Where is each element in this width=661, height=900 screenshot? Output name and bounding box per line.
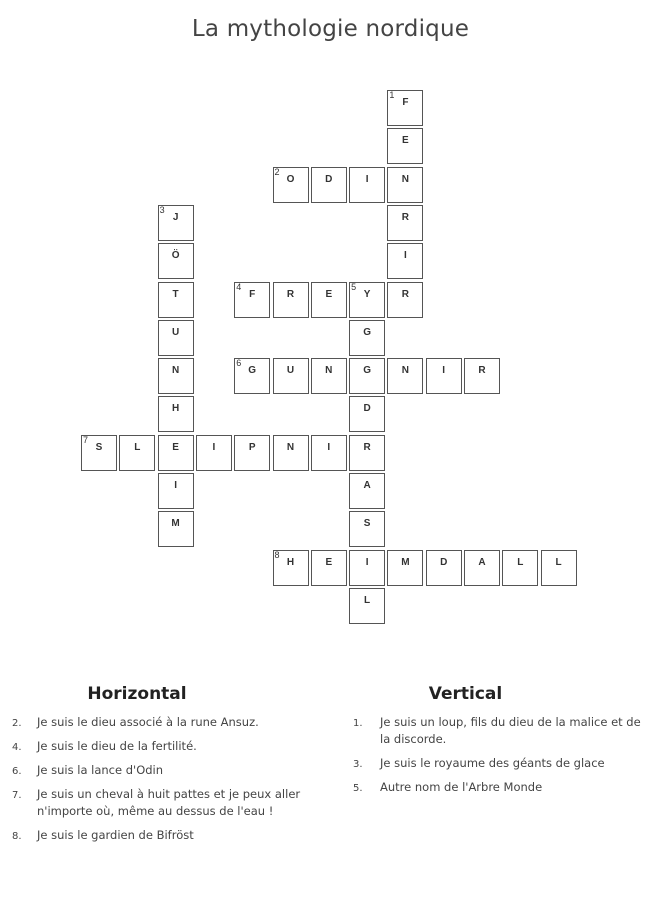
clue-item	[12, 827, 302, 844]
cell-letter: Y	[363, 288, 371, 300]
cell-letter: T	[172, 288, 179, 300]
cell-letter: M	[401, 556, 410, 568]
cell-letter: R	[401, 288, 409, 300]
cell-letter: M	[171, 518, 180, 530]
cell-letter: S	[95, 441, 103, 453]
cell-letter: N	[171, 365, 180, 377]
clue-start-number: 3	[159, 204, 165, 215]
clue-text: Je suis le gardien de Bifröst	[37, 828, 194, 842]
grid-cell[interactable]	[387, 282, 423, 318]
clue-text: Je suis le dieu associé à la rune Ansuz.	[37, 715, 259, 729]
cell-letter: I	[365, 173, 369, 185]
cell-letter: Ö	[171, 250, 180, 262]
cell-letter: D	[363, 403, 371, 415]
grid-cell[interactable]	[273, 358, 309, 394]
grid-cell[interactable]	[158, 511, 194, 547]
grid-cell[interactable]	[273, 435, 309, 471]
cell-letter: E	[325, 556, 333, 568]
grid-cell[interactable]	[234, 358, 270, 394]
grid-cell[interactable]	[311, 358, 347, 394]
cell-letter: N	[286, 441, 295, 453]
grid-cell[interactable]	[273, 167, 309, 203]
grid-cell[interactable]	[349, 282, 385, 318]
cell-letter: G	[248, 365, 257, 377]
clue-number: 6.	[12, 766, 22, 777]
cell-letter: L	[134, 441, 141, 453]
grid-cell[interactable]	[311, 167, 347, 203]
cell-letter: R	[478, 365, 486, 377]
clue-item	[12, 738, 302, 755]
clue-text: Autre nom de l'Arbre Monde	[380, 780, 543, 794]
cell-letter: F	[402, 97, 409, 108]
grid-cell[interactable]	[158, 435, 194, 471]
cell-letter: L	[555, 556, 562, 568]
cell-letter: I	[442, 365, 446, 377]
cell-letter: O	[286, 173, 295, 185]
clue-number: 3.	[353, 759, 363, 770]
clue-text: Je suis un loup, fils du dieu de la malice et de la discorde.	[380, 715, 641, 746]
clue-item	[353, 714, 643, 748]
cell-letter: D	[325, 173, 333, 185]
grid-cell[interactable]	[349, 396, 385, 432]
cell-letter: E	[172, 441, 179, 453]
grid-cell[interactable]	[158, 243, 194, 279]
grid-cell[interactable]	[541, 550, 577, 586]
clue-start-number: 7	[83, 434, 89, 445]
horizontal-heading: Horizontal	[87, 684, 187, 704]
grid-cell[interactable]	[234, 435, 270, 471]
cell-letter: H	[171, 403, 180, 415]
grid-cell[interactable]	[349, 473, 385, 509]
cell-letter: S	[363, 518, 371, 530]
cell-letter: D	[440, 556, 448, 568]
grid-cell[interactable]	[311, 435, 347, 471]
cell-letter: I	[327, 441, 331, 453]
clue-number: 7.	[12, 790, 22, 801]
clue-number: 4.	[12, 742, 22, 753]
clue-start-number: 1	[389, 90, 395, 100]
grid-cell[interactable]	[81, 435, 117, 471]
grid-cell[interactable]	[387, 90, 423, 126]
grid-cell[interactable]	[196, 435, 232, 471]
clue-item	[12, 786, 302, 820]
cell-letter: I	[365, 556, 369, 568]
grid-cell[interactable]	[349, 435, 385, 471]
grid-cell[interactable]	[349, 358, 385, 394]
clue-start-number: 6	[236, 358, 242, 369]
cell-letter: L	[517, 556, 524, 568]
cell-letter: R	[363, 441, 371, 453]
vertical-clues	[353, 684, 643, 803]
clue-text: Je suis la lance d'Odin	[37, 763, 164, 777]
grid-cell[interactable]	[158, 205, 194, 241]
page-title: La mythologie nordique	[191, 16, 470, 42]
clue-text: Je suis le dieu de la fertilité.	[37, 739, 197, 753]
cell-letter: E	[402, 135, 409, 147]
grid-cell[interactable]	[158, 282, 194, 318]
cell-letter: J	[172, 211, 179, 223]
cell-letter: N	[401, 173, 409, 185]
grid-cell[interactable]	[387, 167, 423, 203]
grid-cell[interactable]	[464, 358, 500, 394]
grid-cell[interactable]	[273, 282, 309, 318]
cell-letter: R	[286, 288, 295, 300]
grid-cell[interactable]	[158, 473, 194, 509]
grid-cell[interactable]	[119, 435, 155, 471]
cell-letter: E	[325, 288, 333, 300]
cell-letter: L	[364, 594, 371, 606]
grid-cell[interactable]	[387, 550, 423, 586]
grid-cell[interactable]	[387, 205, 423, 241]
grid-cell[interactable]	[464, 550, 500, 586]
vertical-heading: Vertical	[428, 684, 503, 704]
clue-start-number: 2	[274, 166, 280, 177]
grid-cell[interactable]	[311, 550, 347, 586]
cell-letter: N	[401, 365, 409, 377]
cell-letter: N	[325, 365, 333, 377]
grid-cell[interactable]	[502, 550, 538, 586]
clue-start-number: 5	[351, 281, 357, 292]
cell-letter: U	[171, 326, 180, 338]
grid-cell[interactable]	[349, 550, 385, 586]
grid-cell[interactable]	[234, 282, 270, 318]
clue-number: 1.	[353, 718, 363, 729]
grid-cell[interactable]	[158, 358, 194, 394]
horizontal-clues	[12, 684, 302, 851]
cell-letter: U	[286, 365, 295, 377]
grid-cell[interactable]	[426, 358, 462, 394]
clue-number: 5.	[353, 783, 363, 794]
clue-text: Je suis un cheval à huit pattes et je peux aller n'importe où, même au dessus de l'eau !	[37, 787, 301, 818]
cell-letter: A	[478, 556, 486, 568]
clue-item	[12, 762, 302, 779]
clue-item	[12, 714, 302, 731]
clue-start-number: 8	[274, 549, 280, 560]
grid-cell[interactable]	[273, 550, 309, 586]
clue-item	[353, 779, 643, 796]
cell-letter: P	[248, 441, 256, 453]
cell-letter: I	[404, 250, 407, 262]
clue-text: Je suis le royaume des géants de glace	[380, 756, 605, 770]
clue-item	[353, 755, 643, 772]
clue-number: 8.	[12, 831, 22, 842]
cell-letter: R	[401, 211, 409, 223]
clue-number: 2.	[12, 718, 22, 729]
grid-cell[interactable]	[387, 128, 423, 164]
cell-letter: I	[174, 480, 177, 491]
grid-cell[interactable]	[311, 282, 347, 318]
clue-start-number: 4	[236, 281, 242, 292]
cell-letter: I	[212, 441, 216, 453]
cell-letter: A	[363, 480, 371, 491]
grid-cell[interactable]	[387, 243, 423, 279]
grid-cell[interactable]	[349, 588, 385, 624]
cell-letter: G	[363, 326, 371, 338]
grid-cell[interactable]	[426, 550, 462, 586]
cell-letter: H	[286, 556, 295, 568]
cell-letter: G	[363, 365, 371, 377]
grid-cell[interactable]	[158, 396, 194, 432]
grid-cell[interactable]	[349, 167, 385, 203]
cell-letter: F	[249, 288, 256, 300]
grid-cell[interactable]	[387, 358, 423, 394]
grid-cell[interactable]	[158, 320, 194, 356]
grid-cell[interactable]	[349, 320, 385, 356]
grid-cell[interactable]	[349, 511, 385, 547]
